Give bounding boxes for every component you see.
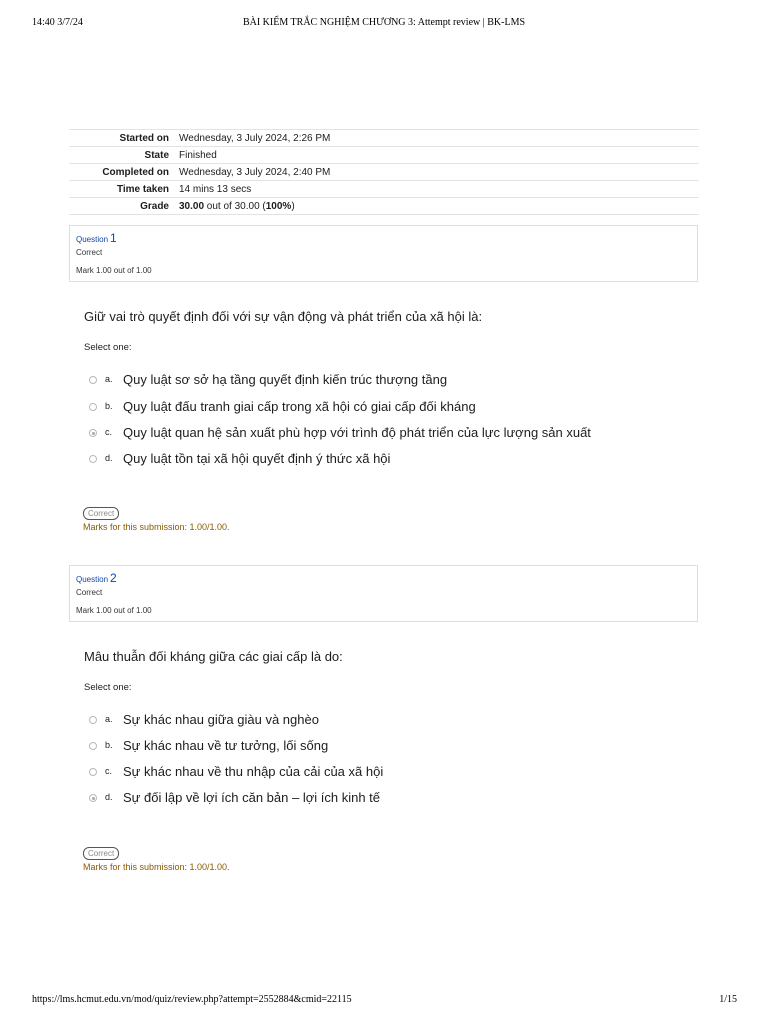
feedback-correct-badge: Correct	[83, 507, 119, 520]
print-timestamp: 14:40 3/7/24	[32, 17, 83, 28]
summary-label: Time taken	[69, 181, 179, 198]
radio-button-checked[interactable]	[89, 429, 97, 437]
answer-option[interactable]	[89, 739, 689, 757]
marks-for-submission: Marks for this submission: 1.00/1.00.	[83, 862, 230, 872]
option-text: Sự khác nhau giữa giàu và nghèo	[123, 712, 319, 727]
summary-label: Started on	[69, 130, 179, 147]
summary-label: Grade	[69, 198, 179, 215]
answer-option[interactable]	[89, 713, 689, 731]
page-number: 1/15	[719, 994, 737, 1005]
grade-percent: 100%	[265, 200, 292, 212]
answer-option[interactable]	[89, 452, 689, 470]
option-letter: c.	[105, 427, 113, 437]
summary-label: State	[69, 147, 179, 164]
summary-row-completed	[69, 164, 699, 181]
summary-value: Wednesday, 3 July 2024, 2:40 PM	[179, 164, 699, 181]
radio-button[interactable]	[89, 455, 97, 463]
question-number	[76, 571, 117, 585]
print-footer	[0, 994, 768, 1008]
select-one-prompt: Select one:	[84, 682, 132, 693]
option-text: Quy luật sơ sở hạ tầng quyết định kiến trúc thượng tầng	[123, 372, 448, 387]
radio-button-checked[interactable]	[89, 794, 97, 802]
summary-label: Completed on	[69, 164, 179, 181]
grade-value	[179, 198, 699, 215]
option-letter: d.	[105, 453, 113, 463]
print-url: https://lms.hcmut.edu.vn/mod/quiz/review.php?attempt=2552884&cmid=22115	[32, 994, 352, 1005]
question-number-value: 2	[110, 571, 117, 585]
summary-row-grade	[69, 198, 699, 215]
option-letter: b.	[105, 740, 113, 750]
question-grade: Mark 1.00 out of 1.00	[76, 606, 152, 615]
question-info-box	[69, 225, 698, 282]
grade-middle: out of 30.00 (	[204, 200, 266, 212]
feedback-correct-badge: Correct	[83, 847, 119, 860]
radio-button[interactable]	[89, 403, 97, 411]
question-number	[76, 231, 117, 245]
print-page-title: BÀI KIỂM TRẮC NGHIỆM CHƯƠNG 3: Attempt review | BK-LMS	[242, 17, 526, 28]
option-text: Quy luật tồn tại xã hội quyết định ý thức xã hội	[123, 451, 391, 466]
option-letter: d.	[105, 792, 113, 802]
question-state: Correct	[76, 248, 103, 257]
question-number-value: 1	[110, 231, 117, 245]
radio-button[interactable]	[89, 742, 97, 750]
question-grade: Mark 1.00 out of 1.00	[76, 266, 152, 275]
option-text: Quy luật quan hệ sản xuất phù hợp với trình độ phát triển của lực lượng sản xuất	[123, 425, 591, 440]
answer-option[interactable]	[89, 400, 689, 418]
option-text: Sự đối lập về lợi ích căn bản – lợi ích kinh tế	[123, 790, 380, 805]
question-info-box	[69, 565, 698, 622]
summary-value: Wednesday, 3 July 2024, 2:26 PM	[179, 130, 699, 147]
option-letter: b.	[105, 401, 113, 411]
radio-button[interactable]	[89, 716, 97, 724]
option-letter: c.	[105, 766, 113, 776]
question-text: Giữ vai trò quyết định đối với sự vận động và phát triển của xã hội là:	[84, 309, 483, 324]
answer-option-selected[interactable]	[89, 791, 689, 809]
summary-value: 14 mins 13 secs	[179, 181, 699, 198]
marks-for-submission: Marks for this submission: 1.00/1.00.	[83, 522, 230, 532]
grade-score: 30.00	[179, 200, 205, 212]
print-header	[0, 17, 768, 31]
option-letter: a.	[105, 714, 113, 724]
summary-value: Finished	[179, 147, 699, 164]
summary-row-started	[69, 130, 699, 147]
answer-option[interactable]	[89, 373, 689, 391]
option-text: Sự khác nhau về tư tưởng, lối sống	[123, 738, 329, 753]
question-prefix: Question	[76, 235, 109, 244]
answer-option-selected[interactable]	[89, 426, 689, 444]
summary-row-state	[69, 147, 699, 164]
answer-option[interactable]	[89, 765, 689, 783]
question-state: Correct	[76, 588, 103, 597]
radio-button[interactable]	[89, 376, 97, 384]
attempt-summary-table	[69, 129, 699, 215]
option-letter: a.	[105, 374, 113, 384]
option-text: Sự khác nhau về thu nhập của cải của xã hội	[123, 764, 384, 779]
question-prefix: Question	[76, 575, 109, 584]
select-one-prompt: Select one:	[84, 342, 132, 353]
grade-close: )	[291, 200, 295, 212]
radio-button[interactable]	[89, 768, 97, 776]
option-text: Quy luật đấu tranh giai cấp trong xã hội có giai cấp đối kháng	[123, 399, 476, 414]
summary-row-time-taken	[69, 181, 699, 198]
question-text: Mâu thuẫn đối kháng giữa các giai cấp là do:	[84, 649, 343, 664]
